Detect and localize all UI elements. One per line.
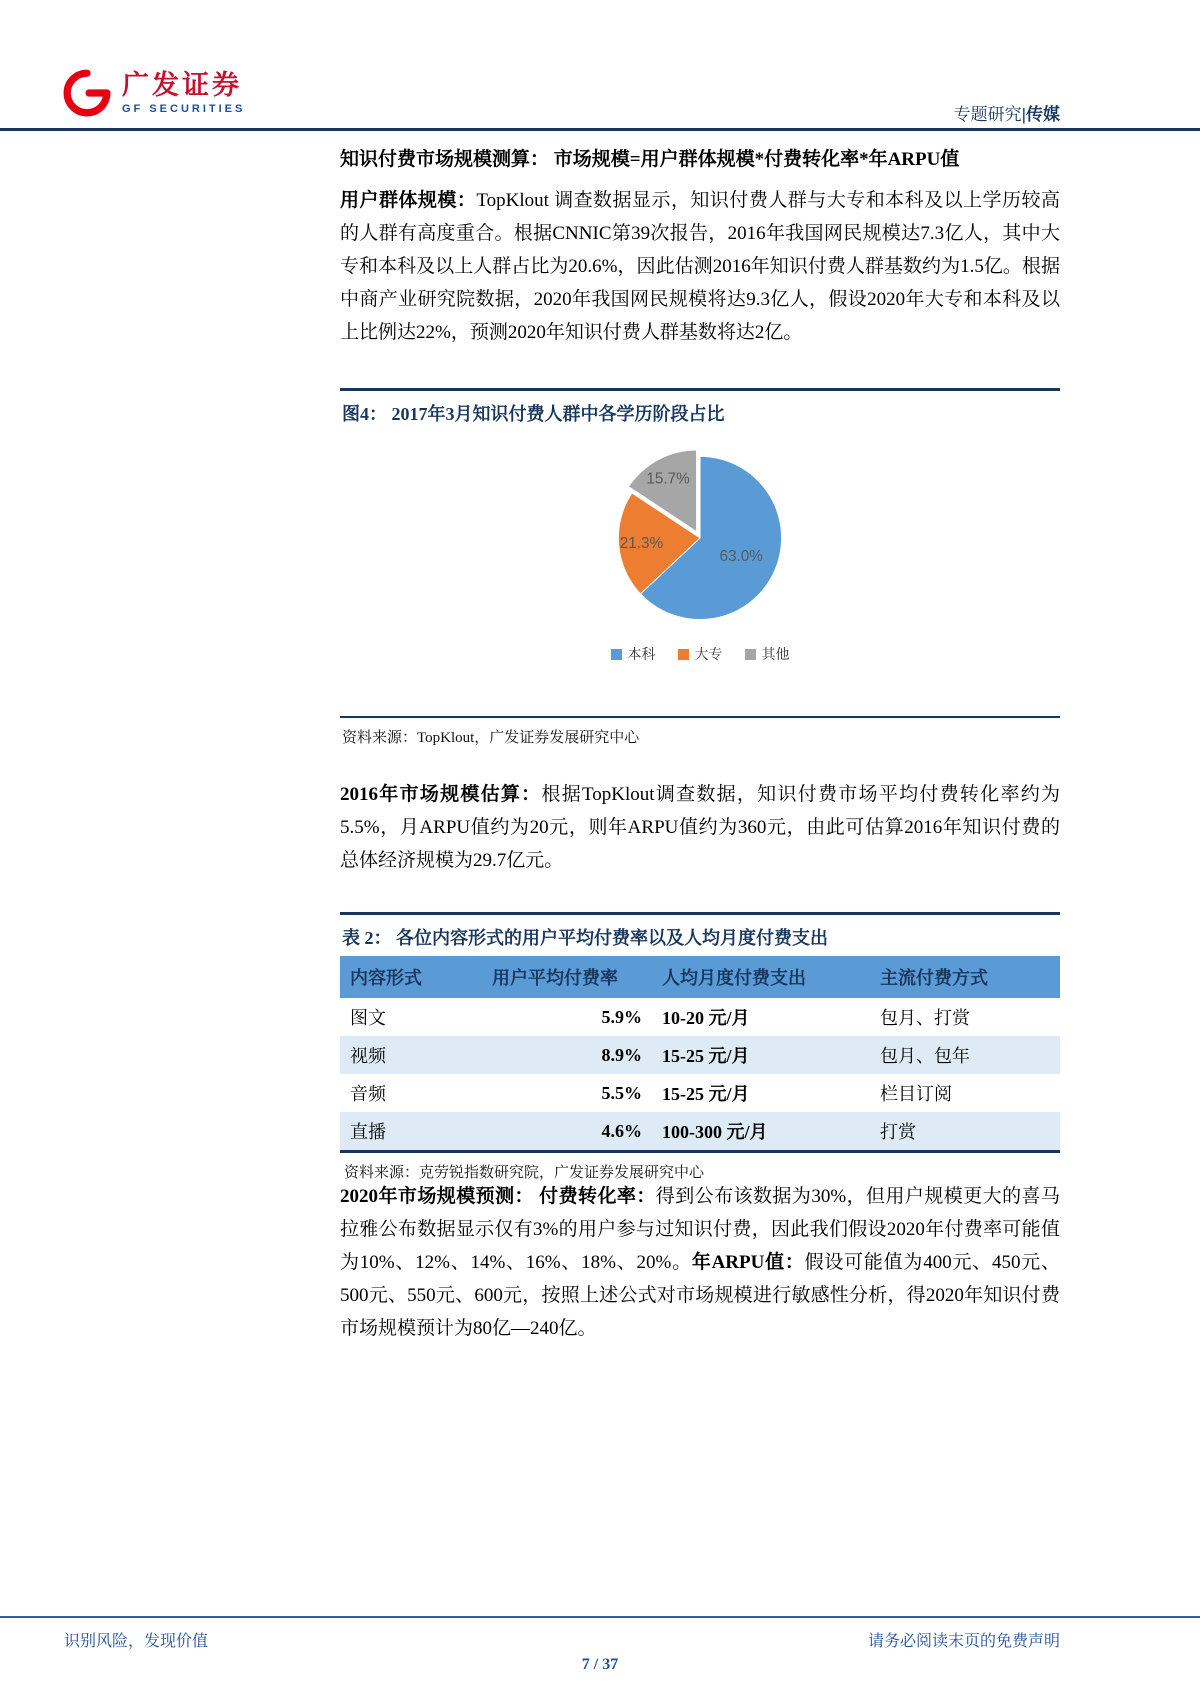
figure-source: 资料来源：TopKlout，广发证券发展研究中心 — [340, 716, 1060, 747]
legend-swatch — [611, 649, 622, 660]
footer-divider-rule — [0, 1616, 1200, 1618]
legend-label: 大专 — [694, 646, 723, 662]
category-divider: | — [1021, 105, 1026, 124]
figure-title: 图4： 2017年3月知识付费人群中各学历阶段占比 — [340, 388, 1060, 432]
cell-pay-rate: 5.5% — [601, 1082, 642, 1103]
paragraph-2020-forecast — [340, 1180, 1060, 1345]
report-category — [954, 100, 1060, 125]
legend-swatch — [678, 649, 689, 660]
industry-label: 传媒 — [1026, 105, 1060, 124]
cell-content-form: 直播 — [350, 1122, 386, 1142]
paragraph-text: TopKlout 调查数据显示，知识付费人群与大专和本科及以上学历较高的人群有高度重合。根据CNNIC第39次报告，2016年我国网民规模达7.3亿人，其中大专和本科及以上人群占比为20.6%，因此估测2016年知识付费人群基数约为1.5亿。根据中商产业研究院数据，2020年我国网民规模将达9.3亿人，假设2020年大专和本科及以上比例达22%，预测2020年知识付费人群基数将达2亿。 — [340, 190, 1060, 343]
cell-pay-method: 栏目订阅 — [880, 1084, 952, 1104]
cell-pay-rate: 4.6% — [601, 1120, 642, 1141]
table-title: 表 2： 各位内容形式的用户平均付费率以及人均月度付费支出 — [340, 912, 1060, 956]
cell-monthly-spend: 10-20 元/月 — [662, 1008, 750, 1028]
table-source: 资料来源：克劳锐指数研究院，广发证券发展研究中心 — [344, 1165, 705, 1181]
content-forms-table — [340, 956, 1060, 1153]
paragraph-label: 2020年市场规模预测： 付费转化率： — [340, 1186, 656, 1207]
legend-item — [611, 644, 656, 664]
paragraph-text: 得到公布该数据为30%，但用户规模更大的喜马拉雅公布数据显示仅有3%的用户参与过知识付费，因此我们假设2020年付费率可能值为10%、12%、14%、16%、18%、20%。 — [340, 1186, 1060, 1273]
cell-pay-rate: 5.9% — [601, 1006, 642, 1027]
pie-data-label: 21.3% — [619, 535, 664, 553]
pie-data-label: 15.7% — [646, 470, 690, 488]
pie-chart — [585, 440, 815, 640]
paragraph-2016-estimate — [340, 778, 1060, 877]
table-header-row — [340, 956, 1060, 998]
paragraph-user-base — [340, 184, 1060, 349]
paragraph-text: 根据TopKlout调查数据，知识付费市场平均付费转化率约为5.5%，月ARPU值约为20元，则年ARPU值约为360元，由此可估算2016年知识付费的总体经济规模为29.7亿元。 — [340, 784, 1060, 871]
doc-type-label: 专题研究 — [953, 105, 1022, 124]
cell-monthly-spend: 15-25 元/月 — [662, 1046, 750, 1066]
table-row — [340, 998, 1060, 1036]
table-row — [340, 1074, 1060, 1112]
cell-pay-method: 包月、包年 — [880, 1046, 970, 1066]
cell-monthly-spend: 100-300 元/月 — [662, 1122, 768, 1142]
chart-legend — [600, 644, 801, 665]
cell-pay-method: 包月、打赏 — [880, 1008, 970, 1028]
cell-monthly-spend: 15-25 元/月 — [662, 1084, 750, 1104]
cell-pay-rate: 8.9% — [601, 1044, 642, 1065]
column-header-pay-method: 主流付费方式 — [870, 956, 1060, 998]
legend-item — [745, 644, 790, 664]
pie-chart-area — [340, 432, 1060, 708]
gf-logo-icon — [62, 68, 112, 118]
footer-disclaimer-note: 请务必阅读末页的免费声明 — [867, 1633, 1060, 1650]
table-2-block — [340, 912, 1060, 1182]
pie-data-label: 63.0% — [719, 547, 763, 565]
footer-risk-note: 识别风险，发现价值 — [64, 1633, 209, 1650]
paragraph-label: 2016年市场规模估算： — [340, 784, 542, 805]
column-header-monthly-spend: 人均月度付费支出 — [652, 956, 870, 998]
cell-pay-method: 打赏 — [880, 1122, 916, 1142]
table-row — [340, 1036, 1060, 1074]
gf-logo — [62, 68, 245, 118]
column-header-pay-rate: 用户平均付费率 — [482, 956, 652, 998]
column-header-content-form: 内容形式 — [340, 956, 482, 998]
logo-company-name: 广发证券 — [122, 69, 242, 100]
gf-logo-text — [122, 71, 245, 116]
paragraph-label: 用户群体规模： — [340, 190, 477, 211]
legend-item — [678, 644, 723, 664]
legend-swatch — [745, 649, 756, 660]
legend-label: 其他 — [761, 646, 790, 662]
section-heading: 知识付费市场规模测算： 市场规模=用户群体规模*付费转化率*年ARPU值 — [340, 149, 960, 170]
logo-company-name-en: GF SECURITIES — [122, 103, 246, 116]
cell-content-form: 视频 — [350, 1046, 386, 1066]
header-divider-rule — [0, 128, 1200, 131]
paragraph-text: 假设可能值为400元、450元、500元、550元、600元，按照上述公式对市场规模进行敏感性分析，得2020年知识付费市场规模预计为80亿—240亿。 — [340, 1252, 1060, 1339]
cell-content-form: 图文 — [350, 1008, 386, 1028]
cell-content-form: 音频 — [350, 1084, 386, 1104]
table-row — [340, 1112, 1060, 1152]
legend-label: 本科 — [627, 646, 656, 662]
figure-4-block — [340, 388, 1060, 747]
paragraph-label: 年ARPU值： — [691, 1252, 805, 1273]
page-number: 7 / 37 — [581, 1656, 619, 1673]
